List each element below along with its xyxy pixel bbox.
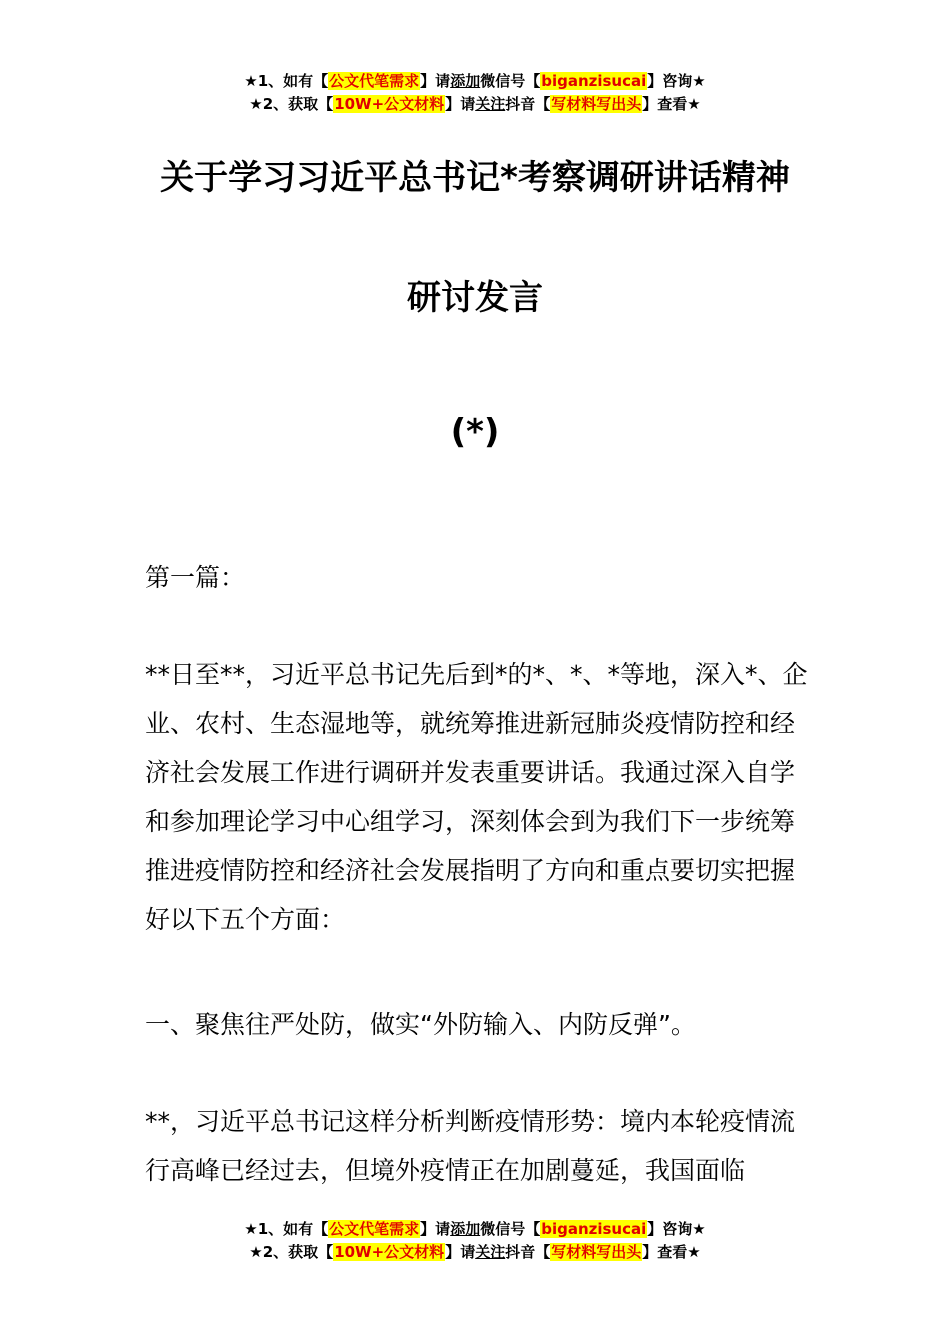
- promo-highlight: biganzisucai: [541, 72, 647, 90]
- promo-text: 抖音【: [505, 1243, 551, 1261]
- promo-underlined: 关注: [475, 1243, 506, 1261]
- promo-underlined: 关注: [475, 95, 506, 113]
- promo-line-1: [0, 1218, 950, 1241]
- promo-text: 】查看★: [642, 1243, 701, 1261]
- promo-underlined: 添加: [450, 1220, 481, 1238]
- promo-text: 】查看★: [642, 95, 701, 113]
- promo-line-2: [0, 93, 950, 116]
- paragraph-text: **日至**，习近平总书记先后到*的*、*、*等地，深入*、企业、农村、生态湿地等，就统筹推进新冠肺炎疫情防控和经济社会发展工作进行调研并发表重要讲话。我通过深入自学和参加理论学习中心组学习，深刻体会到为我们下一步统筹推进疫情防控和经济社会发展指明了方向和重点要切实把握好以下五个方面：: [145, 660, 808, 934]
- subsection-heading: [145, 1000, 810, 1049]
- promo-text: 】请: [420, 72, 451, 90]
- promo-text: 】请: [445, 95, 476, 113]
- promo-highlight: biganzisucai: [541, 1220, 647, 1238]
- promo-highlight: 写材料写出头: [551, 95, 642, 113]
- document-title-line-2: 研讨发言: [407, 278, 543, 318]
- promo-text: ★2、获取【: [249, 95, 334, 113]
- promo-text: ★1、如有【: [244, 1220, 329, 1238]
- header-promo-banner: [0, 70, 950, 116]
- promo-highlight: 公文代笔需求: [329, 1220, 420, 1238]
- body-paragraph-1: [145, 650, 810, 944]
- promo-text: 微信号【: [480, 72, 541, 90]
- body-paragraph-2: [145, 1097, 810, 1195]
- promo-highlight: 写材料写出头: [551, 1243, 642, 1261]
- section-heading: [145, 553, 810, 602]
- promo-text: 微信号【: [480, 1220, 541, 1238]
- promo-underlined: 添加: [450, 72, 481, 90]
- promo-text: 】请: [445, 1243, 476, 1261]
- promo-text: ★1、如有【: [244, 72, 329, 90]
- document-subtitle: (*): [450, 412, 500, 452]
- promo-text: 】咨询★: [647, 72, 706, 90]
- promo-text: 抖音【: [505, 95, 551, 113]
- paragraph-text: **，习近平总书记这样分析判断疫情形势：境内本轮疫情流行高峰已经过去，但境外疫情正在加剧蔓延，我国面临: [145, 1107, 796, 1185]
- footer-promo-banner: [0, 1218, 950, 1264]
- document-title-line-1: 关于学习习近平总书记*考察调研讲话精神: [160, 158, 790, 198]
- promo-text: 】请: [420, 1220, 451, 1238]
- promo-highlight: 公文代笔需求: [329, 72, 420, 90]
- promo-text: ★2、获取【: [249, 1243, 334, 1261]
- heading-text: 第一篇：: [145, 563, 246, 592]
- promo-text: 】咨询★: [647, 1220, 706, 1238]
- promo-line-1: [0, 70, 950, 93]
- promo-line-2: [0, 1241, 950, 1264]
- subsection-text: 一、聚焦往严处防，做实“外防输入、内防反弹”。: [145, 1010, 696, 1039]
- promo-highlight: 10W+公文材料: [334, 95, 445, 113]
- promo-highlight: 10W+公文材料: [334, 1243, 445, 1261]
